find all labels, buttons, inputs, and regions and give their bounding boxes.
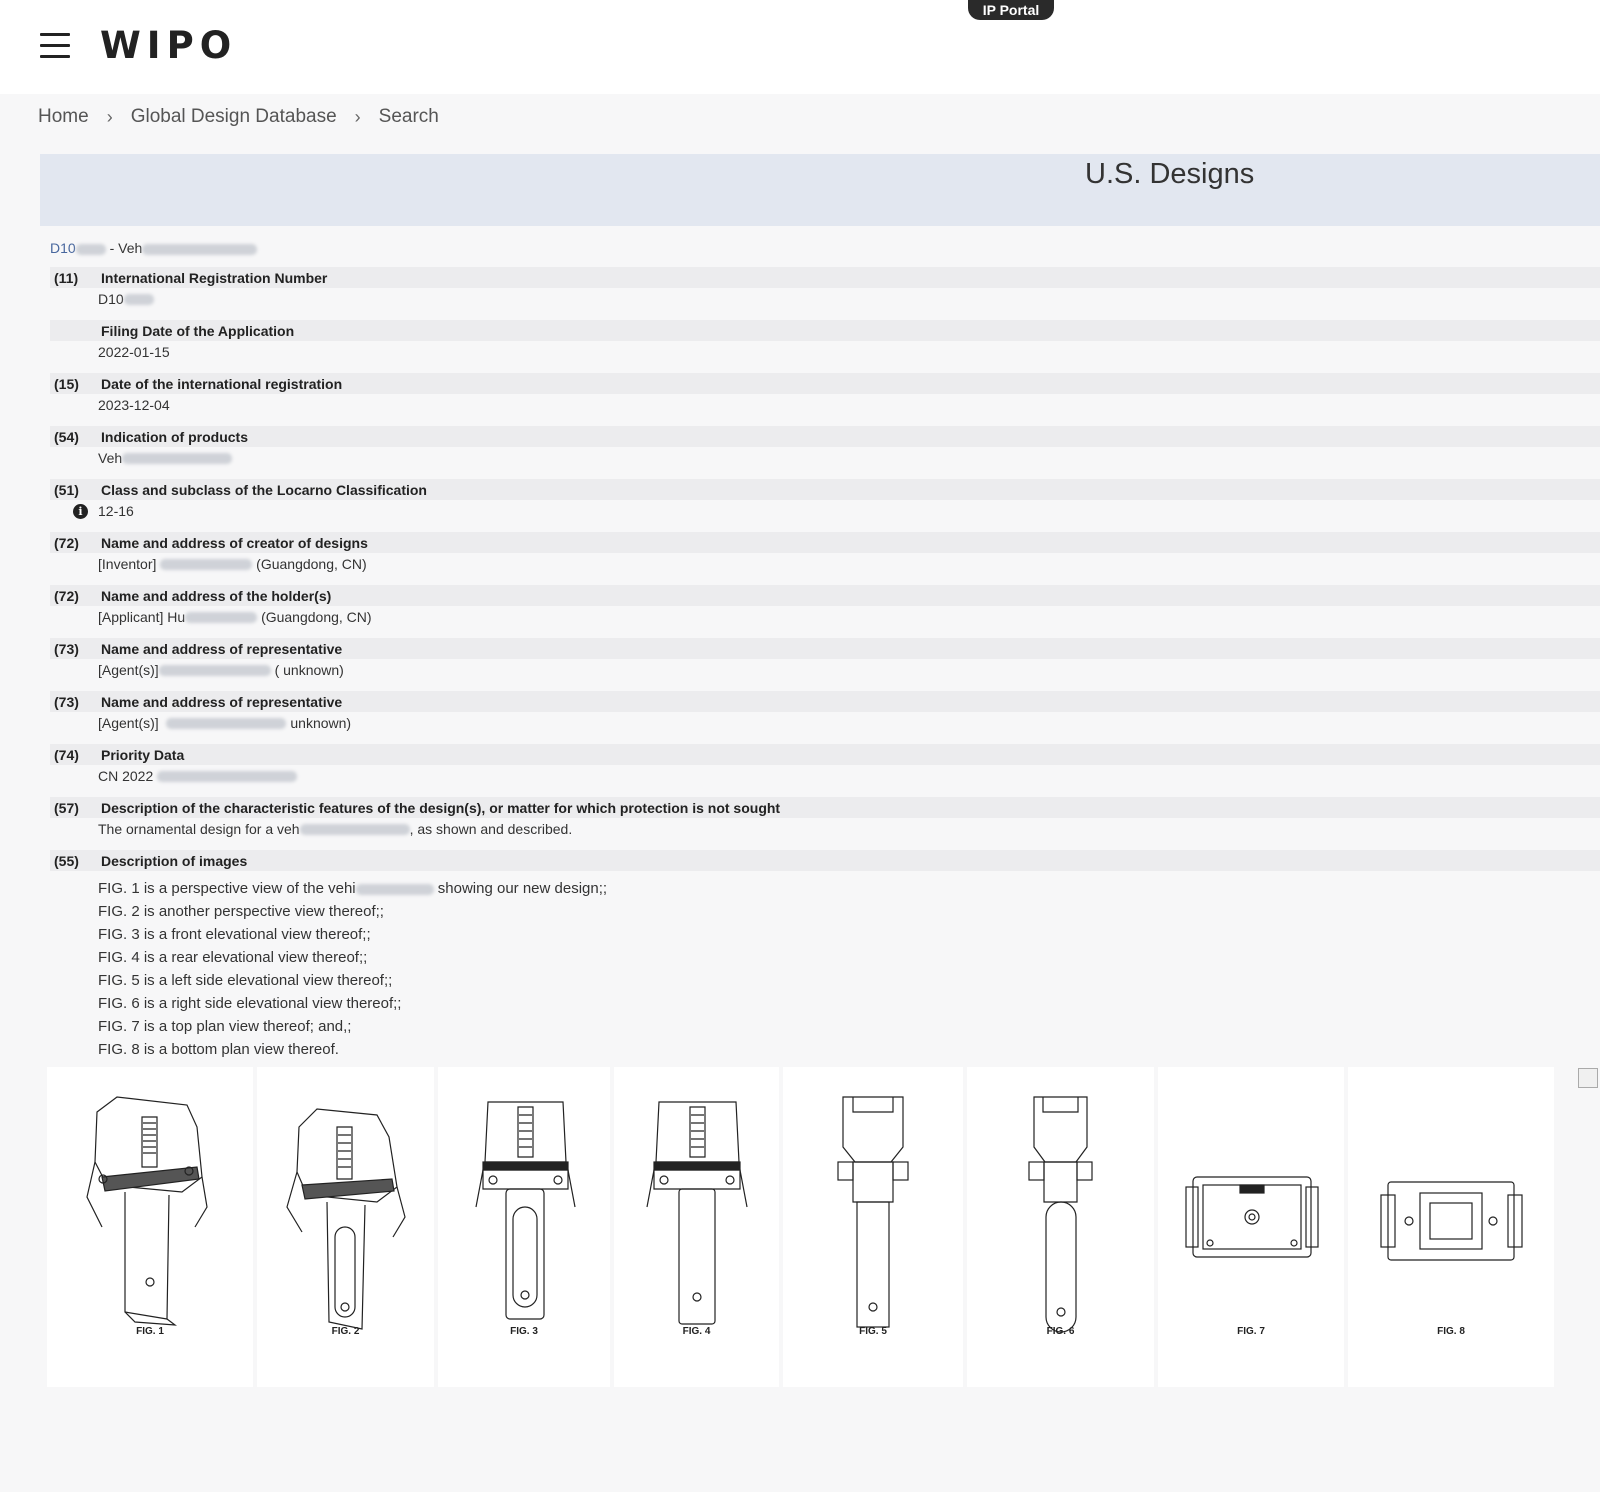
field-priority-data [50,744,1600,787]
page-title: U.S. Designs [1085,158,1255,190]
field-label: Description of images [101,852,248,869]
field-label: Name and address of representative [101,693,343,710]
field-value: CN 2022 [98,768,154,784]
field-value-suffix: (Guangdong, CN) [256,556,367,572]
field-description-images [50,850,1600,1061]
record-title[interactable] [50,240,257,256]
figure-thumbnail-4[interactable] [614,1067,779,1387]
breadcrumb [38,106,439,128]
field-code: (72) [54,587,79,604]
breadcrumb-home[interactable]: Home [38,106,89,127]
field-code: (15) [54,375,79,392]
field-value-prefix: [Applicant] Hu [98,609,186,625]
field-value-prefix: [Agent(s)] [98,715,159,731]
field-label: International Registration Number [101,269,328,286]
figure-thumbnail-1[interactable] [47,1067,253,1387]
field-locarno-class [50,479,1600,522]
field-value-prefix: The ornamental design for a veh [98,821,300,837]
field-label: Name and address of the holder(s) [101,587,332,604]
figure-label: FIG. 8 [1437,1326,1465,1337]
field-value: 2022-01-15 [98,344,170,360]
redacted-text [142,244,257,255]
figure-label: FIG. 1 [136,1326,164,1337]
field-label: Name and address of creator of designs [101,534,368,551]
menu-icon[interactable] [40,33,70,59]
image-description-line: FIG. 3 is a front elevational view thereof;; [98,926,371,943]
field-code: (57) [54,799,79,816]
field-registration-number [50,267,1600,310]
info-icon[interactable]: i [73,504,88,519]
field-indication-of-products [50,426,1600,469]
figure-thumbnail-5[interactable] [783,1067,963,1387]
breadcrumb-global-design-database[interactable]: Global Design Database [130,106,337,127]
image-description-line: FIG. 5 is a left side elevational view thereof;; [98,972,393,989]
field-value-suffix: , as shown and described. [409,821,573,837]
figure-label: FIG. 3 [510,1326,538,1337]
field-value-suffix: (Guangdong, CN) [261,609,372,625]
field-value-suffix: ( unknown) [274,662,344,678]
figure-label: FIG. 2 [331,1326,360,1337]
figure-thumbnail-7[interactable] [1158,1067,1344,1387]
field-filing-date [50,320,1600,363]
field-code: (72) [54,534,79,551]
field-label: Date of the international registration [101,375,343,392]
field-representative-2 [50,691,1600,734]
record-fields [50,267,1600,1061]
field-label: Priority Data [101,746,185,763]
figure-thumbnail-2[interactable] [257,1067,434,1387]
image-description-line: FIG. 6 is a right side elevational view thereof;; [98,995,402,1012]
field-value: 12-16 [98,503,134,519]
field-value-prefix: [Inventor] [98,556,157,572]
broken-image-icon [1578,1068,1598,1088]
redacted-text [300,824,410,835]
figure-label: FIG. 5 [859,1326,887,1337]
results-banner [40,154,1600,226]
field-label: Description of the characteristic features of the design(s), or matter for which protection is not sought [101,799,781,816]
breadcrumb-current: Search [378,106,439,127]
ip-portal-tab[interactable]: IP Portal [968,0,1054,20]
top-bar [0,0,1600,94]
field-registration-date [50,373,1600,416]
redacted-text [124,294,154,305]
field-code: (11) [54,269,79,286]
redacted-text [157,771,297,782]
image-description-line: FIG. 7 is a top plan view thereof; and,; [98,1018,352,1035]
field-label: Name and address of representative [101,640,343,657]
wipo-logo[interactable]: WIPO [100,24,238,67]
figure-gallery [47,1067,1570,1387]
field-label: Class and subclass of the Locarno Classification [101,481,427,498]
field-value: 2023-12-04 [98,397,170,413]
redacted-text [159,665,271,676]
field-code: (51) [54,481,79,498]
field-value-suffix: unknown) [290,715,352,731]
redacted-text [160,559,252,570]
field-code: (73) [54,640,79,657]
figure-thumbnail-8[interactable] [1348,1067,1554,1387]
figure-label: FIG. 4 [682,1326,711,1337]
field-code: (54) [54,428,79,445]
record-id[interactable]: D10 [50,240,76,256]
figure-thumbnail-3[interactable] [438,1067,610,1387]
redacted-text [166,718,286,729]
figure-thumbnail-6[interactable] [967,1067,1154,1387]
field-value: D10 [98,291,124,307]
field-code: (74) [54,746,79,763]
image-description-line: FIG. 4 is a rear elevational view thereof;; [98,949,368,966]
field-value-prefix: [Agent(s)] [98,662,159,678]
chevron-right-icon: › [106,106,113,127]
field-label: Indication of products [101,428,248,445]
field-value: Veh [98,450,123,466]
figure-label: FIG. 7 [1237,1326,1265,1337]
figure-label: FIG. 6 [1046,1326,1075,1337]
redacted-text [185,612,257,623]
field-label: Filing Date of the Application [101,322,295,339]
image-description-line: FIG. 1 is a perspective view of the vehi showing our new design;; [98,880,608,897]
field-representative-1 [50,638,1600,681]
field-code: (55) [54,852,79,869]
field-holder [50,585,1600,628]
chevron-right-icon: › [354,106,361,127]
field-code: (73) [54,693,79,710]
image-description-line: FIG. 2 is another perspective view thereof;; [98,903,384,920]
record-title-text: - Veh [105,240,143,256]
image-description-line: FIG. 8 is a bottom plan view thereof. [98,1041,339,1058]
image-description-list [50,877,1600,1061]
redacted-text [356,884,434,895]
redacted-text [76,244,106,255]
redacted-text [122,453,232,464]
field-description-features [50,797,1600,840]
field-creator [50,532,1600,575]
